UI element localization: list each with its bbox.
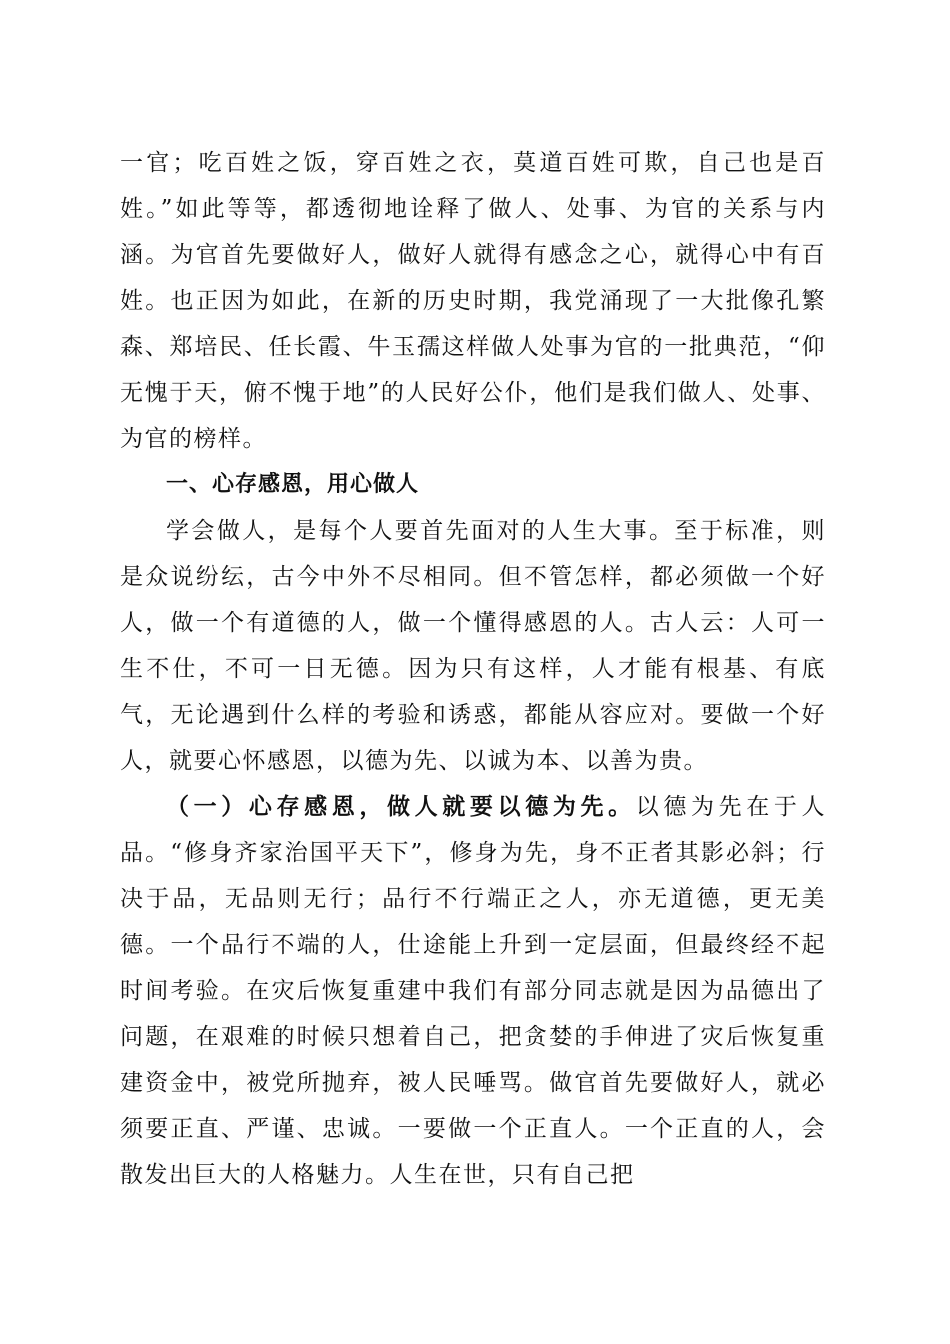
document-page — [120, 140, 826, 1198]
subsection-heading: （一）心存感恩，做人就要以德为先。 — [166, 793, 636, 820]
paragraph-continuation: 一官；吃百姓之饭，穿百姓之衣，莫道百姓可欺，自己也是百姓。”如此等等，都透彻地诠释了做人、处事、为官的关系与内涵。为官首先要做好人，做好人就得有感念之心，就得心中有百姓。也正因为如此，在新的历史时期，我党涌现了一大批像孔繁森、郑培民、任长霞、牛玉孺这样做人处事为官的一批典范，“仰无愧于天，俯不愧于地”的人民好公仆，他们是我们做人、处事、为官的榜样。 — [120, 150, 826, 452]
section-heading: 一、心存感恩，用心做人 — [166, 472, 420, 497]
paragraph-virtue-body: 以德为先在于人品。“修身齐家治国平天下”，修身为先，身不正者其影必斜；行决于品，无品则无行；品行不行端正之人，亦无道德，更无美德。一个品行不端的人，仕途能上升到一定层面，但最终经不起时间考验。在灾后恢复重建中我们有部分同志就是因为品德出了问题，在艰难的时候只想着自己，把贪婪的手伸进了灾后恢复重建资金中，被党所抛弃，被人民唾骂。做官首先要做好人，就必须要正直、严谨、忠诚。一要做一个正直人。一个正直的人，会散发出巨大的人格魅力。人生在世，只有自己把 — [120, 794, 827, 1188]
paragraph-virtue-first — [120, 784, 826, 1198]
paragraph-learn-to-be-human: 学会做人，是每个人要首先面对的人生大事。至于标准，则是众说纷纭，古今中外不尽相同。但不管怎样，都必须做一个好人，做一个有道德的人，做一个懂得感恩的人。古人云：人可一生不仕，不可一日无德。因为只有这样，人才能有根基、有底气，无论遇到什么样的考验和诱惑，都能从容应对。要做一个好人，就要心怀感恩，以德为先、以诚为本、以善为贵。 — [120, 518, 826, 774]
